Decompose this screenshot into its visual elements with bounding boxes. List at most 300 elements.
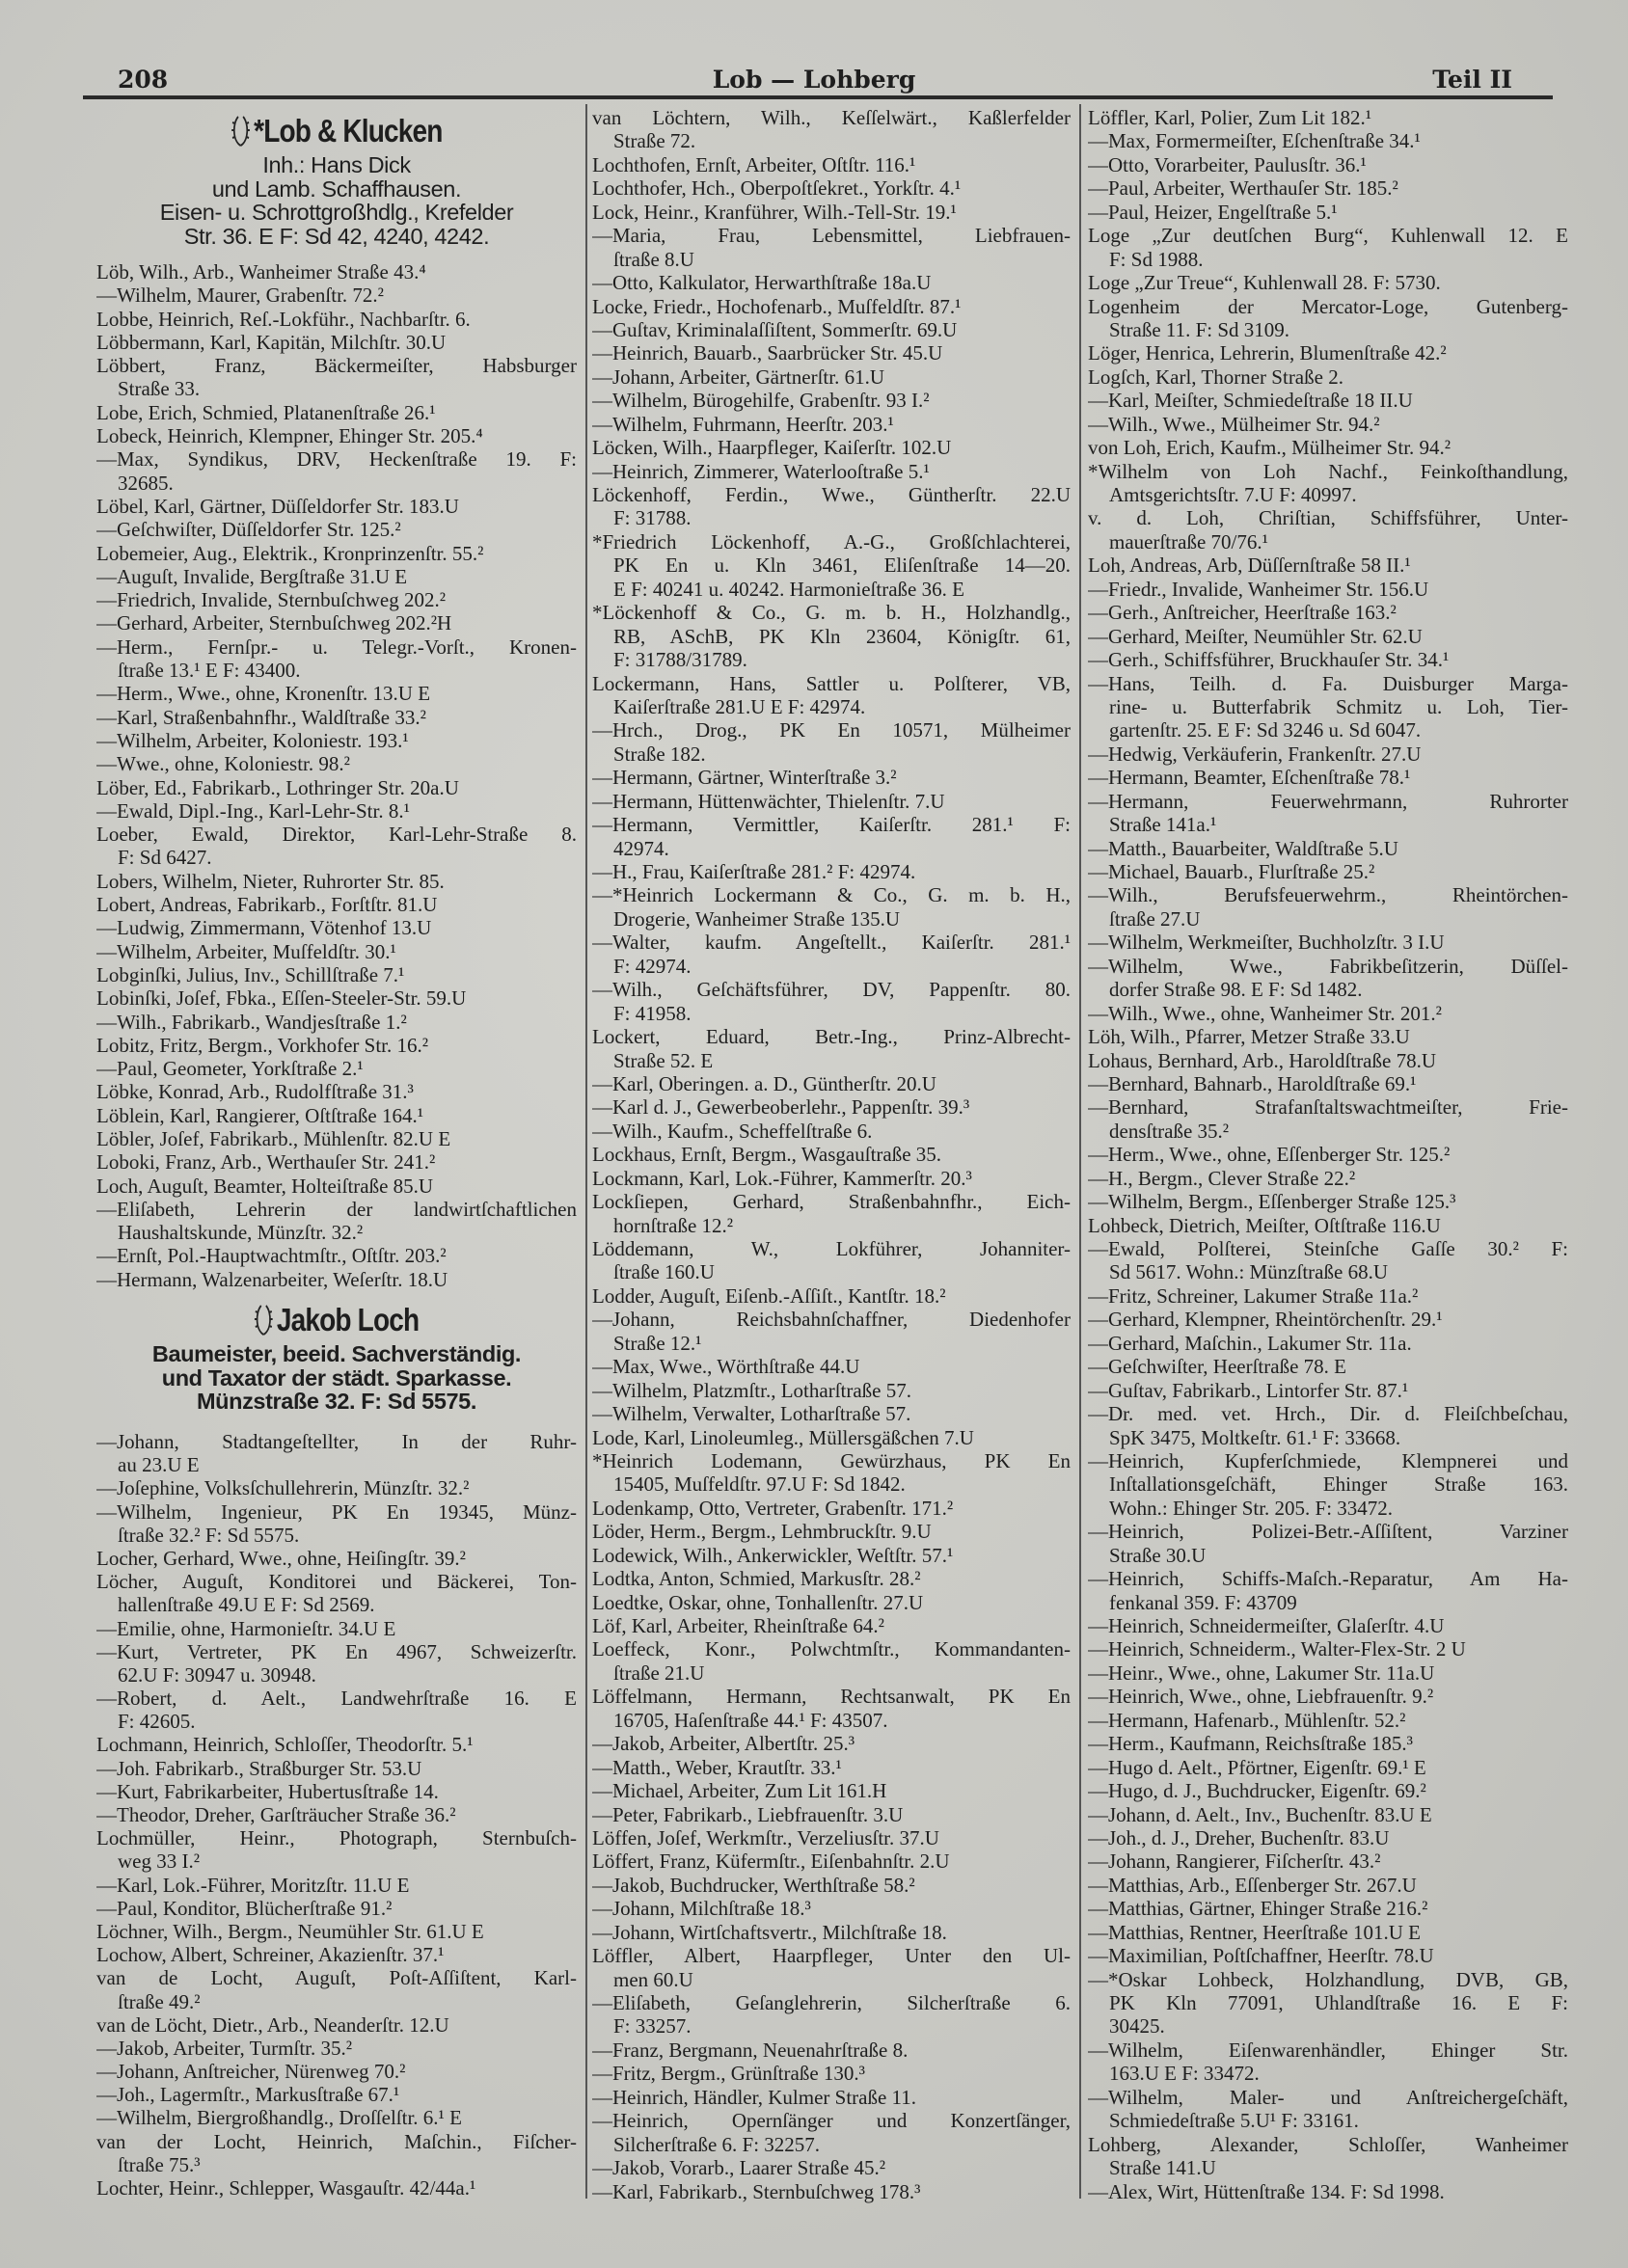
directory-entry bbox=[1088, 601, 1568, 624]
entry-line: Lockhaus, Ernſt, Bergm., Wasgauſtraße 35. bbox=[592, 1143, 942, 1167]
entry-line: —Heinr., Wwe., ohne, Lakumer Str. 11a.U bbox=[1088, 1660, 1435, 1685]
entry-continuation-line: E F: 40241 u. 40242. Harmonieſtraße 36. E bbox=[613, 577, 964, 601]
entry-line: Lochter, Heinr., Schlepper, Wasgauſtr. 42/44a.¹ bbox=[96, 2176, 476, 2200]
running-title: Lob — Lohberg bbox=[712, 66, 916, 94]
entry-line: Löder, Herm., Bergm., Lehmbruckſtr. 9.U bbox=[592, 1520, 932, 1544]
directory-entry bbox=[1088, 1779, 1568, 1802]
entry-line: —H., Frau, Kaiſerſtraße 281.² F: 42974. bbox=[592, 860, 916, 883]
directory-entry bbox=[592, 295, 1071, 318]
entry-line: *Löckenhoff & Co., G. m. b. H., Holzhandlg., bbox=[592, 601, 1071, 625]
entry-continuation-line: ſtraße 27.U bbox=[1109, 906, 1201, 931]
ad-title-row bbox=[254, 1302, 419, 1338]
directory-entry bbox=[592, 2180, 1071, 2203]
entry-line: —Emilie, ohne, Harmonieſtr. 34.U E bbox=[96, 1616, 396, 1640]
entry-continuation-line: au 23.U E bbox=[118, 1453, 200, 1477]
directory-entry bbox=[592, 530, 1071, 601]
entry-continuation-line: 62.U F: 30947 u. 30948. bbox=[118, 1662, 316, 1687]
directory-entry bbox=[592, 860, 1071, 883]
entry-line: Lohberg, Alexander, Schloſſer, Wanheimer bbox=[1088, 2132, 1568, 2156]
directory-entry bbox=[96, 893, 577, 916]
directory-entry bbox=[1088, 1826, 1568, 1850]
entry-continuation-line: F: 31788/31789. bbox=[613, 648, 747, 672]
entry-continuation-line: 16705, Haſenſtraße 44.¹ F: 43507. bbox=[613, 1708, 888, 1732]
entry-line: Löger, Henrica, Lehrerin, Blumenſtraße 42.² bbox=[1088, 341, 1447, 365]
directory-entry bbox=[96, 331, 577, 354]
entry-line: —Ewald, Polſterei, Steinſche Gaſſe 30.² F: bbox=[1088, 1237, 1568, 1260]
entry-continuation-line: Sd 5617. Wohn.: Münzſtraße 68.U bbox=[1109, 1260, 1388, 1284]
directory-entry bbox=[592, 1685, 1071, 1732]
directory-entry bbox=[96, 1874, 577, 1897]
entry-line: —Heinrich, Zimmerer, Waterlooſtraße 5.¹ bbox=[592, 459, 930, 483]
entry-line: —Peter, Fabrikarb., Liebfrauenſtr. 3.U bbox=[592, 1802, 904, 1826]
entry-line: *Wilhelm von Loh Nachf., Feinkoſthandlung, bbox=[1088, 459, 1568, 483]
entry-continuation-line: hornſtraße 12.² bbox=[613, 1213, 734, 1237]
entry-line: Lockmann, Karl, Lok.-Führer, Kammerſtr. 20.³ bbox=[592, 1166, 972, 1190]
entry-line: —Eliſabeth, Lehrerin der landwirtſchaftlichen bbox=[96, 1197, 577, 1221]
column-divider bbox=[1079, 104, 1081, 2199]
entry-line: Löber, Ed., Fabrikarb., Lothringer Str. 20a.U bbox=[96, 775, 459, 799]
entry-line: Locke, Friedr., Hochofenarb., Muſfeldſtr. 87.¹ bbox=[592, 294, 962, 318]
ad-title-row bbox=[231, 113, 442, 149]
directory-entry bbox=[1088, 271, 1568, 294]
directory-entry bbox=[1088, 1214, 1568, 1237]
entry-line: —Wilhelm, Eiſenwarenhändler, Ehinger Str. bbox=[1088, 2038, 1568, 2062]
entry-continuation-line: F: Sd 6427. bbox=[118, 846, 212, 870]
directory-entry bbox=[592, 790, 1071, 813]
entry-line: Lochthofen, Ernſt, Arbeiter, Oſtſtr. 116.¹ bbox=[592, 152, 916, 176]
entry-line: —Hugo, d. J., Buchdrucker, Eigenſtr. 69.² bbox=[1088, 1779, 1426, 1803]
entry-continuation-line: Straße 182. bbox=[613, 742, 706, 766]
entry-line: Loh, Andreas, Arb, Düſſernſtraße 58 II.¹ bbox=[1088, 554, 1411, 578]
entry-line: —Max, Wwe., Wörthſtraße 44.U bbox=[592, 1355, 860, 1379]
entry-continuation-line: SpK 3475, Moltkeſtr. 61.¹ F: 33668. bbox=[1109, 1425, 1401, 1449]
directory-entry bbox=[96, 1757, 577, 1780]
directory-entry bbox=[1088, 860, 1568, 883]
entry-line: —Wilhelm, Maurer, Grabenſtr. 72.² bbox=[96, 284, 384, 308]
entry-line: Lobginſki, Julius, Inv., Schillſtraße 7.¹ bbox=[96, 962, 405, 986]
directory-entry bbox=[592, 1897, 1071, 1920]
entry-line: —Jakob, Vorarb., Laarer Straße 45.² bbox=[592, 2156, 886, 2180]
entry-line: —Karl, Oberingen. a. D., Güntherſtr. 20.U bbox=[592, 1071, 936, 1095]
entry-line: —Heinrich, Schiffs-Maſch.-Reparatur, Am Ha- bbox=[1088, 1567, 1568, 1591]
entry-line: van de Locht, Auguſt, Poſt-Aſſiſtent, Karl- bbox=[96, 1966, 577, 1990]
directory-entry bbox=[592, 1921, 1071, 1944]
directory-entry bbox=[1088, 341, 1568, 364]
directory-entry bbox=[1088, 1685, 1568, 1708]
entry-line: —Johann, Wirtſchaftsvertr., Milchſtraße 18. bbox=[592, 1920, 947, 1944]
entry-continuation-line: F: 31788. bbox=[613, 506, 692, 530]
directory-entry bbox=[592, 1944, 1071, 1991]
entry-line: Lochmann, Heinrich, Schloſſer, Theodorſtr. 5.¹ bbox=[96, 1733, 474, 1757]
directory-entry bbox=[592, 1520, 1071, 1543]
directory-entry bbox=[592, 931, 1071, 978]
directory-entry bbox=[96, 2060, 577, 2083]
entry-line: Lodtka, Anton, Schmied, Markusſtr. 28.² bbox=[592, 1567, 921, 1591]
directory-entry bbox=[592, 1567, 1071, 1590]
entry-line: —Michael, Bauarb., Flurſtraße 25.² bbox=[1088, 860, 1375, 883]
entry-continuation-line: Silcherſtraße 6. F: 32257. bbox=[613, 2132, 821, 2156]
entry-line: Lockſiepen, Gerhard, Straßenbahnfhr., Eich- bbox=[592, 1190, 1071, 1214]
directory-entry bbox=[1088, 554, 1568, 577]
entry-line: —Bernhard, Bahnarb., Haroldſtraße 69.¹ bbox=[1088, 1071, 1417, 1095]
ad-line: Inh.: Hans Dick bbox=[262, 152, 411, 177]
directory-entry bbox=[96, 2130, 577, 2176]
directory-entry bbox=[96, 1104, 577, 1127]
directory-entry bbox=[592, 1591, 1071, 1614]
entry-continuation-line: Straße 11. F: Sd 3109. bbox=[1109, 317, 1290, 341]
directory-entry bbox=[96, 1570, 577, 1616]
entry-line: Löblein, Karl, Rangierer, Oſtſtraße 164.¹ bbox=[96, 1103, 424, 1127]
entry-line: Lode, Karl, Linoleumleg., Müllersgäßchen 7.U bbox=[592, 1425, 974, 1449]
entry-line: Löddemann, W., Lokführer, Johanniter- bbox=[592, 1237, 1071, 1260]
entry-line: Loge „Zur Treue“, Kuhlenwall 28. F: 5730. bbox=[1088, 271, 1441, 295]
entry-line: —Otto, Kalkulator, Herwarthſtraße 18a.U bbox=[592, 271, 932, 295]
ad-title: Jakob Loch bbox=[277, 1302, 420, 1337]
entry-line: *Friedrich Löckenhoff, A.-G., Großſchlachterei, bbox=[592, 529, 1071, 554]
advertisement-jakob-loch bbox=[96, 1302, 577, 1414]
entry-line: —Matthias, Gärtner, Ehinger Straße 216.² bbox=[1088, 1897, 1428, 1921]
entry-line: Loedtke, Oskar, ohne, Tonhallenſtr. 27.U bbox=[592, 1590, 924, 1614]
directory-entry bbox=[96, 2176, 577, 2200]
directory-entry bbox=[592, 341, 1071, 364]
directory-entry bbox=[592, 883, 1071, 931]
directory-entry bbox=[96, 823, 577, 870]
entry-line: —Karl, Straßenbahnfhr., Waldſtraße 33.² bbox=[96, 705, 426, 729]
directory-entry bbox=[96, 799, 577, 823]
entry-continuation-line: Haushaltskunde, Münzſtr. 32.² bbox=[118, 1221, 364, 1245]
entry-line: Lobitz, Fritz, Bergm., Vorkhofer Str. 16.² bbox=[96, 1033, 429, 1057]
directory-entry bbox=[592, 601, 1071, 671]
entry-line: —Bernhard, Strafanſtaltswachtmeiſter, Frie- bbox=[1088, 1095, 1568, 1120]
entry-line: —Hans, Teilh. d. Fa. Duisburger Marga- bbox=[1088, 671, 1568, 695]
entry-continuation-line: 163.U E F: 33472. bbox=[1109, 2062, 1260, 2086]
directory-entry bbox=[592, 318, 1071, 341]
directory-entry bbox=[592, 483, 1071, 530]
directory-entry bbox=[1088, 365, 1568, 389]
directory-entry bbox=[1088, 955, 1568, 1002]
directory-entry bbox=[96, 260, 577, 284]
entry-line: Loeber, Ewald, Direktor, Karl-Lehr-Straße 8. bbox=[96, 823, 577, 847]
directory-entry bbox=[592, 1544, 1071, 1567]
entry-line: —Ludwig, Zimmermann, Vötenhof 13.U bbox=[96, 916, 432, 940]
entry-line: —Wilhelm, Verwalter, Lotharſtraße 57. bbox=[592, 1402, 911, 1426]
directory-entry bbox=[96, 1920, 577, 1943]
entry-line: —Paul, Geometer, Yorkſtraße 2.¹ bbox=[96, 1057, 364, 1081]
entry-line: —Michael, Arbeiter, Zum Lit 161.H bbox=[592, 1779, 887, 1803]
entry-line: —Maximilian, Poſtſchaffner, Heerſtr. 78.U bbox=[1088, 1944, 1434, 1968]
directory-entry bbox=[96, 1080, 577, 1103]
directory-entry bbox=[592, 978, 1071, 1025]
entry-line: —Herm., Fernſpr.- u. Telegr.-Vorſt., Kronen- bbox=[96, 634, 577, 659]
entry-line: Locher, Gerhard, Wwe., ohne, Heiſingſtr. 39.² bbox=[96, 1546, 466, 1570]
entry-continuation-line: weg 33 I.² bbox=[118, 1850, 201, 1874]
entry-line: —Kurt, Fabrikarbeiter, Hubertusſtraße 14. bbox=[96, 1779, 439, 1803]
directory-entry bbox=[96, 1500, 577, 1547]
entry-continuation-line: 32685. bbox=[118, 471, 174, 495]
directory-entry bbox=[592, 1426, 1071, 1449]
entry-line: —Matth., Weber, Krautſtr. 33.¹ bbox=[592, 1755, 842, 1779]
entry-line: —Wilhelm, Werkmeiſter, Buchholzſtr. 3 I.U bbox=[1088, 931, 1445, 955]
entry-line: —Heinrich, Polizei-Betr.-Aſſiſtent, Varziner bbox=[1088, 1520, 1568, 1544]
entry-line: —Hermann, Vermittler, Kaiſerſtr. 281.¹ F: bbox=[592, 813, 1071, 837]
directory-entry bbox=[1088, 1637, 1568, 1660]
directory-entry bbox=[96, 1687, 577, 1733]
entry-continuation-line: Drogerie, Wanheimer Straße 135.U bbox=[613, 906, 901, 931]
entry-line: Löbke, Konrad, Arb., Rudolfſtraße 31.³ bbox=[96, 1080, 414, 1104]
directory-entry bbox=[96, 1476, 577, 1499]
entry-line: —Wilhelm, Bürogehilfe, Grabenſtr. 93 I.² bbox=[592, 389, 930, 413]
entry-line: —Wilhelm, Biergroßhandlg., Droſſelſtr. 6.¹ E bbox=[96, 2106, 462, 2130]
entry-line: —Hermann, Hüttenwächter, Thielenſtr. 7.U bbox=[592, 789, 945, 813]
directory-entry bbox=[592, 1449, 1071, 1497]
entry-line: —Wilh., Wwe., ohne, Wanheimer Str. 201.² bbox=[1088, 1001, 1442, 1025]
entry-line: —*Heinrich Lockermann & Co., G. m. b. H., bbox=[592, 883, 1071, 907]
directory-entry bbox=[96, 1150, 577, 1174]
entry-line: —Otto, Vorarbeiter, Paulusſtr. 36.¹ bbox=[1088, 152, 1367, 176]
directory-entry bbox=[1088, 389, 1568, 412]
directory-entry bbox=[592, 766, 1071, 789]
entry-line: —Wilh., Berufsfeuerwehrm., Rheintörchen- bbox=[1088, 883, 1568, 907]
entry-line: —Johann, Reichsbahnſchaffner, Diedenhofer bbox=[592, 1308, 1071, 1332]
directory-entry bbox=[96, 2106, 577, 2129]
entry-line: —Johann, Rangierer, Fiſcherſtr. 43.² bbox=[1088, 1850, 1381, 1874]
entry-list bbox=[592, 106, 1071, 2203]
directory-entry bbox=[1088, 1732, 1568, 1755]
directory-entry bbox=[1088, 883, 1568, 931]
directory-entry bbox=[1088, 1049, 1568, 1072]
directory-entry bbox=[592, 389, 1071, 412]
entry-line: *Heinrich Lodemann, Gewürzhaus, PK En bbox=[592, 1448, 1071, 1472]
entry-continuation-line: densſtraße 35.² bbox=[1109, 1119, 1230, 1143]
directory-entry bbox=[96, 1547, 577, 1570]
entry-continuation-line: dorfer Straße 98. E F: Sd 1482. bbox=[1109, 978, 1363, 1002]
directory-entry bbox=[1088, 436, 1568, 459]
entry-line: —Dr. med. vet. Hrch., Dir. d. Fleiſchbeſchau, bbox=[1088, 1402, 1568, 1426]
directory-entry bbox=[1088, 413, 1568, 436]
entry-line: —Gerh., Anſtreicher, Heerſtraße 163.² bbox=[1088, 601, 1397, 625]
column-divider bbox=[585, 104, 587, 2199]
directory-entry bbox=[1088, 224, 1568, 271]
directory-entry bbox=[592, 1803, 1071, 1826]
entry-line: —Ernſt, Pol.-Hauptwachtmſtr., Oſtſtr. 203.² bbox=[96, 1244, 447, 1268]
entry-line: —Wilhelm, Platzmſtr., Lotharſtraße 57. bbox=[592, 1378, 911, 1402]
directory-entry bbox=[1088, 1449, 1568, 1520]
directory-entry bbox=[96, 1268, 577, 1291]
entry-line: —Robert, d. Aelt., Landwehrſtraße 16. E bbox=[96, 1687, 577, 1711]
entry-line: —Hermann, Beamter, Eſchenſtraße 78.¹ bbox=[1088, 766, 1411, 790]
entry-line: —Hermann, Gärtner, Winterſtraße 3.² bbox=[592, 766, 897, 790]
entry-line: Logenheim der Mercator-Loge, Gutenberg- bbox=[1088, 294, 1568, 318]
entry-line: Lobinſki, Joſef, Fbka., Eſſen-Steeler-Str. 59.U bbox=[96, 986, 467, 1011]
entry-line: Löffler, Karl, Polier, Zum Lit 182.¹ bbox=[1088, 106, 1372, 129]
directory-entry bbox=[1088, 648, 1568, 671]
column-2 bbox=[592, 106, 1071, 2203]
entry-line: —Johann, Arbeiter, Gärtnerſtr. 61.U bbox=[592, 364, 885, 389]
entry-line: —Matth., Bauarbeiter, Waldſtraße 5.U bbox=[1088, 836, 1398, 860]
entry-line: Lobeck, Heinrich, Klempner, Ehinger Str. 205.⁴ bbox=[96, 424, 483, 448]
directory-entry bbox=[592, 106, 1071, 153]
entry-line: Lohaus, Bernhard, Arb., Haroldſtraße 78.U bbox=[1088, 1048, 1436, 1072]
directory-entry bbox=[96, 1966, 577, 2012]
entry-continuation-line: Amtsgerichtsſtr. 7.U F: 40997. bbox=[1109, 483, 1357, 506]
directory-entry bbox=[96, 1780, 577, 1803]
directory-entry bbox=[96, 940, 577, 963]
directory-entry bbox=[96, 1034, 577, 1057]
entry-line: —Guſtav, Fabrikarb., Lintorfer Str. 87.¹ bbox=[1088, 1378, 1409, 1402]
directory-entry bbox=[592, 813, 1071, 860]
entry-continuation-line: ſtraße 160.U bbox=[613, 1260, 715, 1284]
entry-line: Löh, Wilh., Pfarrer, Metzer Straße 33.U bbox=[1088, 1025, 1410, 1049]
directory-entry bbox=[1088, 1332, 1568, 1355]
directory-entry bbox=[1088, 1143, 1568, 1166]
entry-continuation-line: men 60.U bbox=[613, 1967, 693, 1991]
directory-entry bbox=[592, 460, 1071, 483]
part-label: Teil II bbox=[1432, 66, 1512, 94]
directory-entry bbox=[96, 916, 577, 939]
entry-continuation-line: 30425. bbox=[1109, 2014, 1165, 2038]
entry-line: Lobemeier, Aug., Elektrik., Kronprinzenſtr. 55.² bbox=[96, 541, 484, 565]
entry-continuation-line: Straße 30.U bbox=[1109, 1543, 1207, 1567]
directory-entry bbox=[96, 447, 577, 495]
directory-entry bbox=[1088, 153, 1568, 176]
directory-entry bbox=[1088, 1614, 1568, 1637]
directory-entry bbox=[1088, 506, 1568, 554]
directory-entry bbox=[592, 224, 1071, 271]
entry-continuation-line: ſtraße 8.U bbox=[613, 247, 694, 271]
directory-entry bbox=[96, 1244, 577, 1267]
entry-line: Löb, Wilh., Arb., Wanheimer Straße 43.⁴ bbox=[96, 260, 426, 284]
entry-line: Löckenhoff, Ferdin., Wwe., Güntherſtr. 22.U bbox=[592, 483, 1071, 506]
entry-line: —Wilhelm, Bergm., Eſſenberger Straße 125.³ bbox=[1088, 1190, 1456, 1214]
wreath-icon bbox=[254, 1303, 273, 1337]
entry-continuation-line: F: 42974. bbox=[613, 954, 692, 978]
entry-line: —Paul, Konditor, Blücherſtraße 91.² bbox=[96, 1896, 393, 1920]
entry-line: —Karl, Fabrikarb., Sternbuſchweg 178.³ bbox=[592, 2179, 921, 2203]
directory-entry bbox=[1088, 1803, 1568, 1826]
entry-line: Loge „Zur deutſchen Burg“, Kuhlenwall 12. E bbox=[1088, 224, 1568, 248]
entry-line: —Herm., Wwe., ohne, Eſſenberger Str. 125.² bbox=[1088, 1143, 1451, 1167]
entry-continuation-line: Wohn.: Ehinger Str. 205. F: 33472. bbox=[1109, 1496, 1394, 1520]
directory-entry bbox=[1088, 1709, 1568, 1732]
directory-entry bbox=[592, 365, 1071, 389]
entry-line: —Joſephine, Volksſchullehrerin, Münzſtr. 32.² bbox=[96, 1476, 470, 1500]
entry-continuation-line: Kaiſerſtraße 281.U E F: 42974. bbox=[613, 694, 866, 718]
advertisement-lob-klucken bbox=[96, 113, 577, 248]
entry-line: —Fritz, Schreiner, Lakumer Straße 11a.² bbox=[1088, 1283, 1419, 1308]
directory-entry bbox=[1088, 201, 1568, 224]
directory-entry bbox=[1088, 2180, 1568, 2203]
entry-line: Löffler, Albert, Haarpfleger, Unter den Ul- bbox=[592, 1944, 1071, 1968]
entry-line: Lohbeck, Dietrich, Meiſter, Oſtſtraße 116.U bbox=[1088, 1213, 1441, 1237]
entry-continuation-line: 15405, Muſfeldſtr. 97.U F: Sd 1842. bbox=[613, 1472, 906, 1497]
entry-line: —Matthias, Rentner, Heerſtraße 101.U E bbox=[1088, 1920, 1421, 1944]
directory-entry bbox=[592, 1095, 1071, 1119]
entry-line: —Franz, Bergmann, Neuenahrſtraße 8. bbox=[592, 2038, 909, 2062]
directory-entry bbox=[592, 1402, 1071, 1425]
entry-line: Lockermann, Hans, Sattler u. Polſterer, VB, bbox=[592, 671, 1071, 695]
directory-entry bbox=[1088, 1661, 1568, 1685]
directory-entry bbox=[1088, 295, 1568, 342]
directory-entry bbox=[592, 201, 1071, 224]
ad-line: Baumeister, beeid. Sachverständig. bbox=[151, 1341, 522, 1366]
entry-line: —Wilhelm, Maler- und Anſtreichergeſchäft, bbox=[1088, 2085, 1568, 2109]
directory-entry bbox=[1088, 578, 1568, 601]
entry-line: Lock, Heinr., Kranführer, Wilh.-Tell-Str. 19.¹ bbox=[592, 200, 957, 224]
entry-line: Löffen, Joſef, Werkmſtr., Verzeliusſtr. 37.U bbox=[592, 1825, 939, 1850]
entry-continuation-line: fenkanal 359. F: 43709 bbox=[1109, 1590, 1297, 1614]
directory-entry bbox=[592, 1120, 1071, 1143]
directory-entry bbox=[1088, 1921, 1568, 1944]
directory-entry bbox=[96, 1897, 577, 1920]
entry-line: von Loh, Erich, Kaufm., Mülheimer Str. 94.² bbox=[1088, 436, 1452, 460]
entry-line: —*Oskar Lohbeck, Holzhandlung, DVB, GB, bbox=[1088, 1967, 1568, 1991]
entry-list bbox=[96, 260, 577, 1291]
entry-line: —Kurt, Vertreter, PK En 4967, Schweizerſtr. bbox=[96, 1639, 577, 1663]
directory-entry bbox=[1088, 2038, 1568, 2086]
entry-line: Löbbert, Franz, Bäckermeiſter, Habsburger bbox=[96, 354, 577, 378]
directory-entry bbox=[1088, 1025, 1568, 1048]
directory-entry bbox=[96, 2037, 577, 2060]
entry-line: —Gerhard, Arbeiter, Sternbuſchweg 202.²H bbox=[96, 611, 452, 635]
entry-line: —Hedwig, Verkäuferin, Frankenſtr. 27.U bbox=[1088, 742, 1422, 766]
entry-continuation-line: Straße 33. bbox=[118, 377, 201, 401]
entry-line: —Maria, Frau, Lebensmittel, Liebfrauen- bbox=[592, 224, 1071, 248]
directory-entry bbox=[1088, 625, 1568, 648]
entry-line: Lockert, Eduard, Betr.-Ing., Prinz-Albrecht- bbox=[592, 1025, 1071, 1049]
directory-entry bbox=[96, 1057, 577, 1080]
directory-entry bbox=[1088, 766, 1568, 789]
directory-entry bbox=[592, 1072, 1071, 1095]
entry-line: —Matthias, Arb., Eſſenberger Str. 267.U bbox=[1088, 1873, 1417, 1897]
entry-line: Loboki, Franz, Arb., Werthauſer Str. 241.² bbox=[96, 1150, 436, 1174]
entry-line: —Johann, Milchſtraße 18.³ bbox=[592, 1897, 811, 1921]
entry-line: —Hermann, Feuerwehrmann, Ruhrorter bbox=[1088, 789, 1568, 813]
entry-continuation-line: Straße 141a.¹ bbox=[1109, 813, 1217, 837]
directory-entry bbox=[1088, 1402, 1568, 1449]
directory-entry bbox=[592, 1497, 1071, 1520]
directory-entry bbox=[592, 413, 1071, 436]
entry-line: Lobert, Andreas, Fabrikarb., Forſtſtr. 81.U bbox=[96, 893, 438, 917]
directory-entry bbox=[592, 718, 1071, 766]
entry-line: Löbbermann, Karl, Kapitän, Milchſtr. 30.U bbox=[96, 330, 447, 354]
directory-entry bbox=[1088, 1095, 1568, 1143]
directory-entry bbox=[96, 1826, 577, 1873]
directory-entry bbox=[592, 672, 1071, 719]
entry-line: —Paul, Heizer, Engelſtraße 5.¹ bbox=[1088, 200, 1338, 224]
directory-entry bbox=[592, 1190, 1071, 1237]
directory-entry bbox=[1088, 931, 1568, 954]
entry-line: Lochthofer, Hch., Oberpoſtſekret., Yorkſtr. 4.¹ bbox=[592, 176, 962, 201]
entry-line: Loch, Auguſt, Beamter, Holteiſtraße 85.U bbox=[96, 1174, 434, 1198]
entry-line: Löf, Karl, Arbeiter, Rheinſtraße 64.² bbox=[592, 1614, 884, 1637]
entry-line: —Joh. Fabrikarb., Straßburger Str. 53.U bbox=[96, 1756, 422, 1780]
directory-entry bbox=[1088, 1379, 1568, 1402]
entry-line: —Wilhelm, Ingenieur, PK En 19345, Münz- bbox=[96, 1499, 577, 1524]
directory-entry bbox=[592, 1874, 1071, 1897]
directory-entry bbox=[96, 706, 577, 729]
directory-entry bbox=[1088, 1167, 1568, 1190]
entry-line: —Wilh., Fabrikarb., Wandjesſtraße 1.² bbox=[96, 1010, 407, 1034]
directory-entry bbox=[1088, 1567, 1568, 1614]
entry-line: —Wwe., ohne, Koloniestr. 98.² bbox=[96, 752, 350, 776]
entry-line: Lobers, Wilhelm, Nieter, Ruhrorter Str. 85. bbox=[96, 869, 445, 893]
directory-entry bbox=[1088, 2086, 1568, 2133]
entry-line: —Wilhelm, Arbeiter, Koloniestr. 193.¹ bbox=[96, 728, 409, 752]
directory-entry bbox=[1088, 176, 1568, 200]
entry-line: Logſch, Karl, Thorner Straße 2. bbox=[1088, 364, 1343, 389]
entry-line: —Johann, d. Aelt., Inv., Buchenſtr. 83.U E bbox=[1088, 1802, 1432, 1826]
directory-entry bbox=[96, 495, 577, 518]
